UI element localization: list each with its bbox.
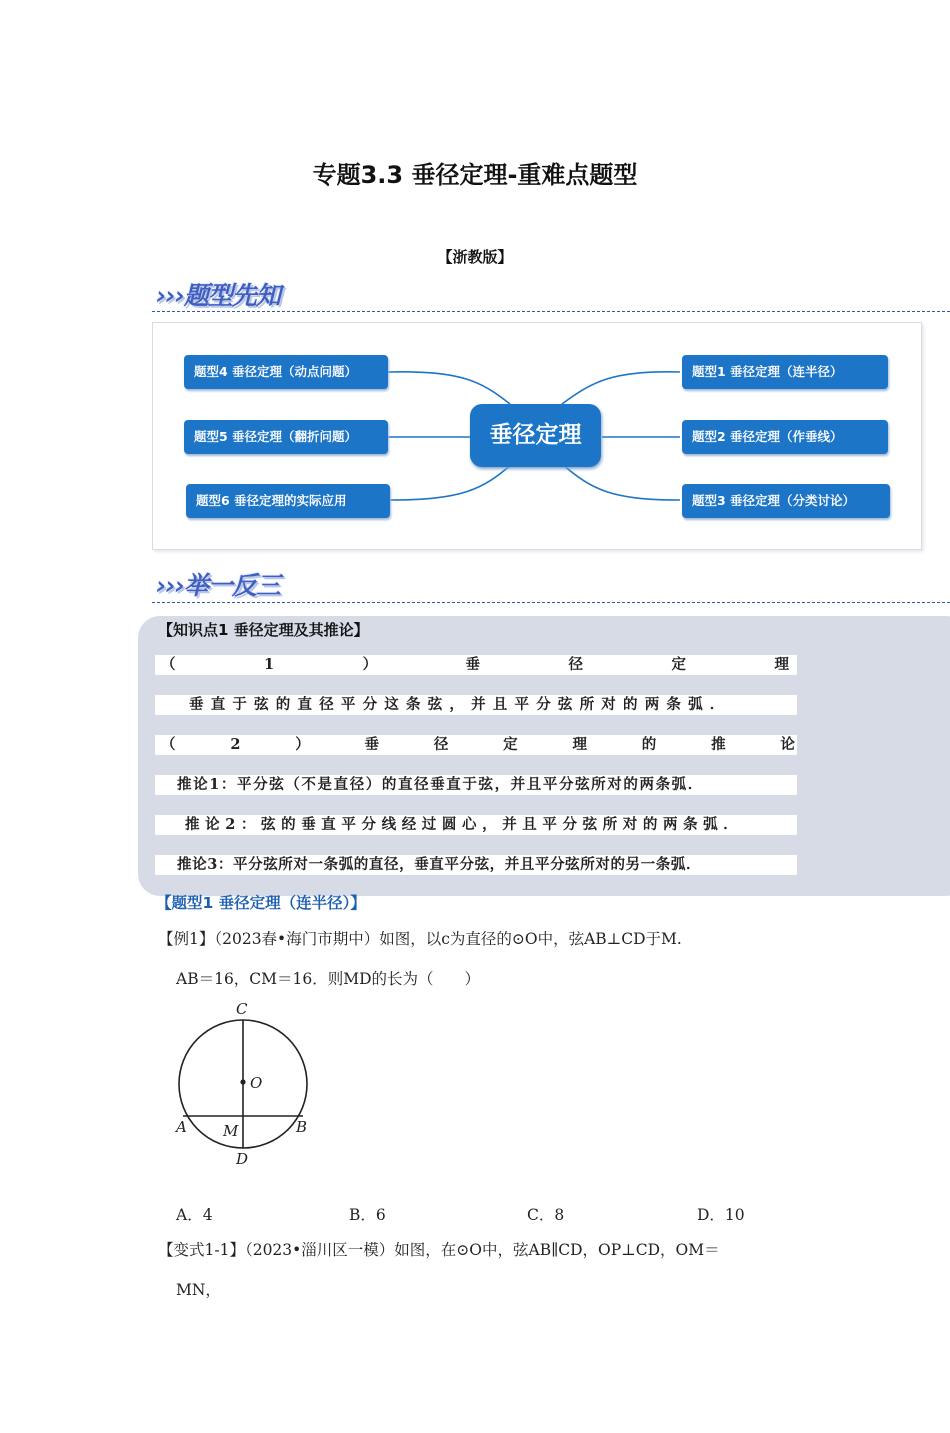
row-token: 理 [572,736,587,753]
label-c: C [236,1000,248,1018]
row-token: 论 [780,736,795,753]
mindmap-topic-2: 题型2 垂径定理（作垂线） [682,420,888,454]
row-token: 的 [641,736,657,753]
banner-practice: ›››举一反三 [156,571,280,600]
row-token: （ [161,656,176,673]
label-o: O [250,1074,263,1092]
mindmap-topic-4: 题型4 垂径定理（动点问题） [184,355,388,389]
label-m: M [223,1122,239,1140]
variant-1-1-stem-cont: MN， [176,1281,221,1299]
row-token: （ [161,736,176,753]
connector-right-top [562,372,680,404]
row-token: ） [362,656,378,673]
option-c: C．8 [527,1206,565,1224]
mindmap-topic-5: 题型5 垂径定理（翻折问题） [184,420,388,454]
page-title: 专题3.3 垂径定理-重难点题型 [312,161,638,189]
section-divider [152,602,950,603]
row-token: 2 [230,736,241,753]
corollary-3: 推论3：平分弦所对一条弧的直径，垂直平分弦，并且平分弦所对的另一条弧． [155,855,797,875]
row-token: 定 [503,736,518,753]
example-1-stem: 【例1】（2023春•海门市期中）如图，以c为直径的⊙O中，弦AB⊥CD于M. [158,930,682,948]
label-b: B [296,1118,308,1136]
option-a: A．4 [176,1206,213,1224]
connector-left-bottom [388,464,512,500]
theorem-label-row [155,655,797,675]
mindmap-topic-1: 题型1 垂径定理（连半径） [682,355,888,389]
section-divider [152,311,950,312]
center-point [240,1079,245,1084]
label-d: D [236,1150,249,1168]
corollary-1: 推论1：平分弦（不是直径）的直径垂直于弦，并且平分弦所对的两条弧． [155,775,797,795]
label-a: A [176,1118,187,1136]
knowledge-heading: 【知识点1 垂径定理及其推论】 [158,621,369,639]
row-token: 径 [568,656,584,673]
row-token: 垂 [364,736,380,753]
row-token: 推 [711,736,726,753]
row-token: 定 [671,656,687,673]
corollary-2: 推论2：弦的垂直平分线经过圆心，并且平分弦所对的两条弧． [155,815,797,835]
row-token: 1 [263,656,275,673]
mindmap-center-node: 垂径定理 [470,404,601,467]
row-token: 垂 [465,656,481,673]
row-token: 径 [433,736,449,753]
connector-right-bottom [562,464,680,500]
type1-heading: 【题型1 垂径定理（连半径）】 [156,894,366,912]
variant-1-1-stem: 【变式1-1】（2023•淄川区一模）如图，在⊙O中，弦AB∥CD，OP⊥CD，OM＝ [158,1241,720,1259]
mindmap-topic-6: 题型6 垂径定理的实际应用 [186,484,390,518]
theorem-text: 垂直于弦的直径平分这条弦，并且平分弦所对的两条弧． [155,695,797,715]
connector-left-top [388,372,510,404]
row-token: ） [295,736,310,753]
option-d: D．10 [697,1206,745,1224]
edition-label: 【浙教版】 [437,248,513,266]
row-token: 理 [774,656,789,673]
corollary-label-row [155,735,797,755]
circle-figure [168,995,328,1170]
option-b: B．6 [349,1206,386,1224]
example-1-stem-cont: AB＝16，CM＝16．则MD的长为（ ） [176,970,481,988]
banner-overview: ›››题型先知 [156,281,280,310]
mindmap-topic-3: 题型3 垂径定理（分类讨论） [682,484,890,518]
